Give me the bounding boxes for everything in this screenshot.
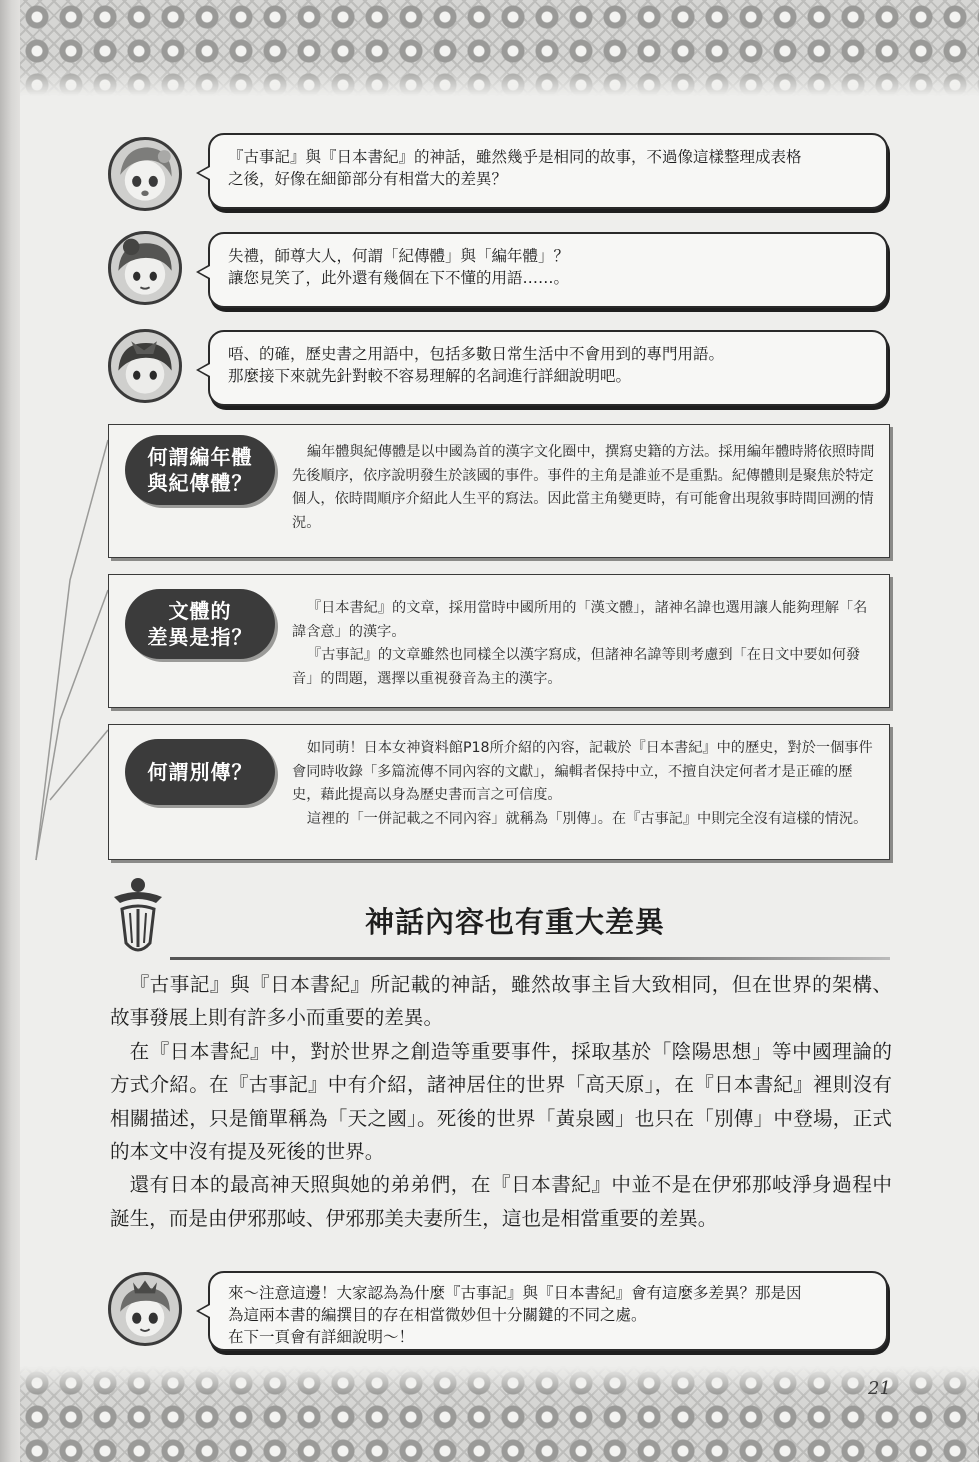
speech-line: 在下一頁會有詳細說明～！: [228, 1328, 415, 1346]
speech-line: 之後，好像在細節部分有相當大的差異？: [228, 170, 508, 188]
term-text: [292, 441, 877, 535]
decorative-border-top: [20, 0, 979, 96]
speech-line: 失禮，師尊大人，何謂「紀傳體」與「編年體」？: [228, 247, 570, 265]
speech-bubble-1: [208, 133, 888, 209]
term-paragraph: 這裡的「一併記載之不同內容」就稱為「別傳」。在『古事記』中則完全沒有這樣的情況。: [306, 810, 868, 827]
term-box-writing-style: [108, 574, 890, 708]
speech-bubble-2: [208, 232, 888, 308]
section-divider: [170, 957, 890, 960]
section-title: 神話內容也有重大差異: [364, 905, 665, 939]
section-emblem-icon: [108, 873, 168, 959]
speech-line: 為這兩本書的編撰目的存在相當微妙但十分關鍵的不同之處。: [228, 1306, 647, 1324]
section-body: [110, 968, 892, 1235]
term-paragraph: 編年體與紀傳體是以中國為首的漢字文化圈中，撰寫史籍的方法。採用編年體時將依照時間先後順序，依序說明發生於該國的事件。事件的主角是誰並不是重點。紀傳體則是聚焦於特定個人，依時間順序介紹此人生平的寫法。因此當主角變更時，有可能會出現敘事時間回溯的情況。: [292, 444, 875, 531]
character-avatar-1: [108, 137, 182, 211]
speech-line: 來～注意這邊！大家認為為什麼『古事記』與『日本書紀』會有這麼多差異？那是因: [228, 1284, 802, 1302]
body-paragraph: 還有日本的最高神天照與她的弟弟們，在『日本書紀』中並不是在伊邪那岐淨身過程中誕生，而是由伊邪那岐、伊邪那美夫妻所生，這也是相當重要的差異。: [110, 1173, 892, 1230]
term-paragraph: 如同萌！日本女神資料館P18所介紹的內容，記載於『日本書紀』中的歷史，對於一個事件會同時收錄「多篇流傳不同內容的文獻」，編輯者保持中立，不擅自決定何者才是正確的歷史，藉此提高以身為歷史書而言之可信度。: [292, 740, 873, 804]
character-face-icon: [111, 140, 179, 208]
term-paragraph: 『古事記』的文章雖然也同樣全以漢字寫成，但諸神名諱等則考慮到「在日文中要如何發音」的問題，選擇以重視發音為主的漢字。: [292, 647, 861, 687]
term-box-alternate-accounts: [108, 724, 890, 860]
term-box-chronicle-styles: [108, 424, 890, 558]
speech-line: 『古事記』與『日本書紀』的神話，雖然幾乎是相同的故事，不過像這樣整理成表格: [228, 148, 802, 166]
speech-line: 唔、的確，歷史書之用語中，包括多數日常生活中不會用到的專門用語。: [228, 345, 725, 363]
character-avatar-4: [108, 1272, 182, 1346]
character-avatar-2: [108, 231, 182, 305]
character-face-icon: [111, 1275, 179, 1343]
connector-lines: [30, 420, 120, 880]
term-paragraph: 『日本書紀』的文章，採用當時中國所用的「漢文體」，諸神名諱也選用讓人能夠理解「名諱含意」的漢字。: [292, 600, 868, 640]
character-avatar-3: [108, 329, 182, 403]
body-paragraph: 在『日本書紀』中，對於世界之創造等重要事件，採取基於「陰陽思想」等中國理論的方式介紹。在『古事記』中有介紹，諸神居住的世界「高天原」，在『日本書紀』裡則沒有相關描述，只是簡單稱為「天之國」。死後的世界「黃泉國」也只在「別傳」中登場，正式的本文中沒有提及死後的世界。: [110, 1039, 892, 1164]
speech-bubble-4: [208, 1271, 888, 1351]
speech-line: 讓您見笑了，此外還有幾個在下不懂的用語……。: [228, 269, 570, 287]
speech-line: 那麼接下來就先針對較不容易理解的名詞進行詳細說明吧。: [228, 367, 632, 385]
term-label: 何謂別傳？: [125, 739, 275, 805]
term-label: 何謂編年體 與紀傳體？: [125, 435, 275, 505]
decorative-border-bottom: [20, 1366, 979, 1462]
page-number: 21: [868, 1378, 891, 1399]
speech-bubble-3: [208, 330, 888, 406]
character-face-icon: [111, 234, 179, 302]
term-text: [292, 597, 877, 691]
term-label: 文體的 差異是指？: [125, 589, 275, 659]
character-face-icon: [111, 332, 179, 400]
term-text: [292, 737, 877, 831]
body-paragraph: 『古事記』與『日本書紀』所記載的神話，雖然故事主旨大致相同，但在世界的架構、故事發展上則有許多小而重要的差異。: [110, 973, 892, 1030]
